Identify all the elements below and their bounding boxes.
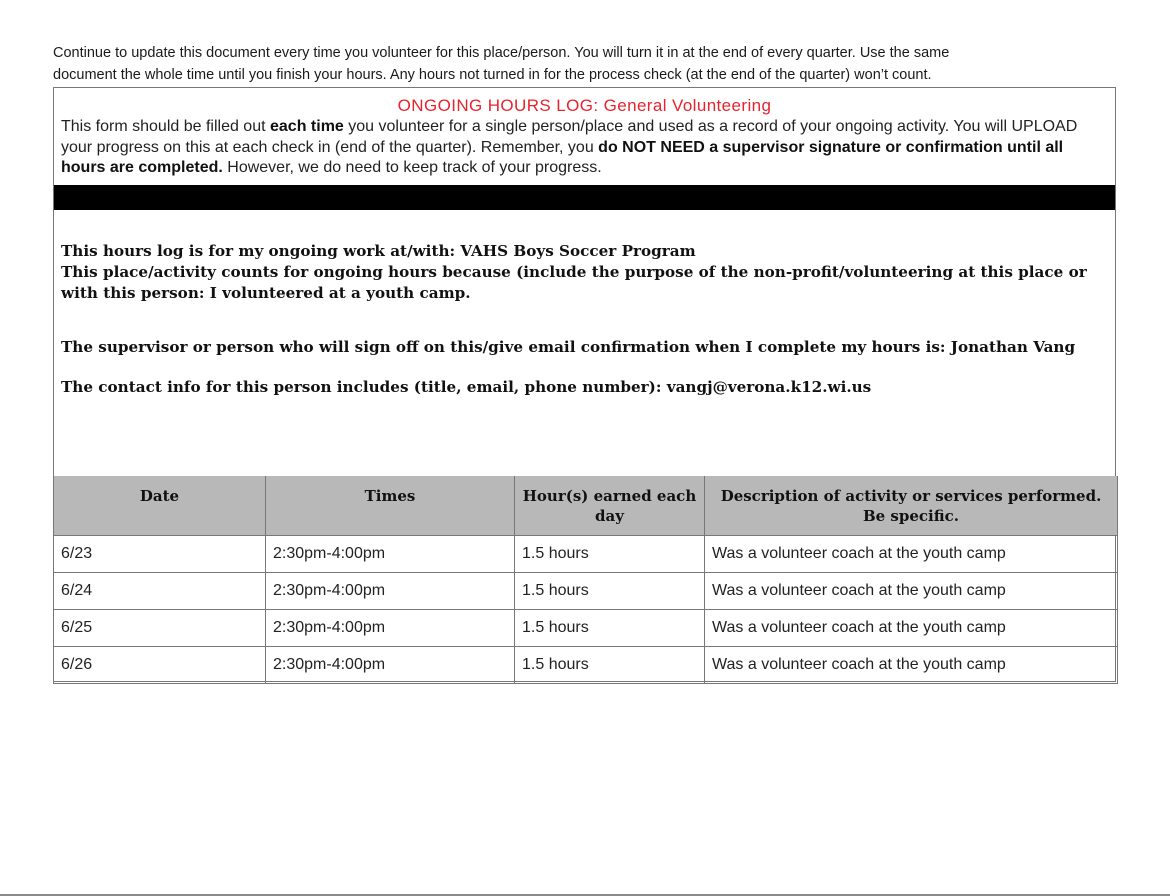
hours-table [53, 476, 1118, 684]
cell-hours[interactable]: 1.5 hours [515, 609, 705, 646]
cell-description[interactable]: Was a volunteer coach at the youth camp [705, 535, 1118, 572]
cell-times[interactable]: 2:30pm-4:00pm [266, 646, 515, 683]
intro-instructions [53, 43, 1123, 86]
form-desc-bold-2: do NOT NEED a supervisor signature or confirmation until all hours are completed. [61, 138, 1064, 176]
cell-date[interactable]: 6/24 [54, 572, 266, 609]
intro-line-2: document the whole time until you finish your hours. Any hours not turned in for the process check (at the end of the quarter) won’t count. [53, 66, 932, 83]
form-desc-text-1: This form should be filled out [61, 118, 270, 135]
form-title: ONGOING HOURS LOG: General Volunteering [397, 96, 772, 115]
intro-line-1: Continue to update this document every time you volunteer for this place/person. You will turn it in at the end of every quarter. Use the same [53, 45, 950, 61]
cell-times[interactable]: 2:30pm-4:00pm [266, 535, 515, 572]
table-header-row [54, 476, 1118, 535]
cell-description[interactable]: Was a volunteer coach at the youth camp [705, 609, 1118, 646]
volunteer-info-section [61, 241, 1108, 398]
hours-log-form [53, 87, 1116, 682]
section-divider-bar [54, 185, 1115, 210]
cell-description[interactable]: Was a volunteer coach at the youth camp [705, 646, 1118, 683]
cell-hours[interactable]: 1.5 hours [515, 646, 705, 683]
cell-date[interactable]: 6/26 [54, 646, 266, 683]
cell-hours[interactable]: 1.5 hours [515, 572, 705, 609]
form-description [61, 117, 1108, 179]
table-row [54, 572, 1118, 609]
ongoing-work-line: This hours log is for my ongoing work at/with: VAHS Boys Soccer Program [61, 242, 696, 260]
header-times: Times [266, 476, 515, 535]
header-hours: Hour(s) earned each day [515, 476, 705, 535]
header-description: Description of activity or services performed. Be specific. [705, 476, 1118, 535]
cell-times[interactable]: 2:30pm-4:00pm [266, 572, 515, 609]
form-desc-bold-1: each time [270, 118, 344, 135]
purpose-line: This place/activity counts for ongoing hours because (include the purpose of the non-profit/volunteering at this place or with this person: I volunteered at a youth camp. [61, 263, 1087, 302]
cell-date[interactable]: 6/23 [54, 535, 266, 572]
cell-description[interactable]: Was a volunteer coach at the youth camp [705, 572, 1118, 609]
table-row [54, 646, 1118, 683]
form-desc-text-2: you volunteer for a single person/place and used as a record of your ongoing activity. You will UPLOAD your progress on this at each check in (end of the quarter). Remember, you [61, 118, 1078, 156]
header-date: Date [54, 476, 266, 535]
table-row [54, 535, 1118, 572]
table-row [54, 609, 1118, 646]
form-desc-text-3: However, we do need to keep track of your progress. [222, 159, 602, 176]
contact-line: The contact info for this person includes (title, email, phone number): vangj@verona.k12.wi.us [61, 378, 872, 396]
cell-hours[interactable]: 1.5 hours [515, 535, 705, 572]
supervisor-line: The supervisor or person who will sign off on this/give email confirmation when I complete my hours is: Jonathan Vang [61, 338, 1076, 356]
cell-date[interactable]: 6/25 [54, 609, 266, 646]
cell-times[interactable]: 2:30pm-4:00pm [266, 609, 515, 646]
